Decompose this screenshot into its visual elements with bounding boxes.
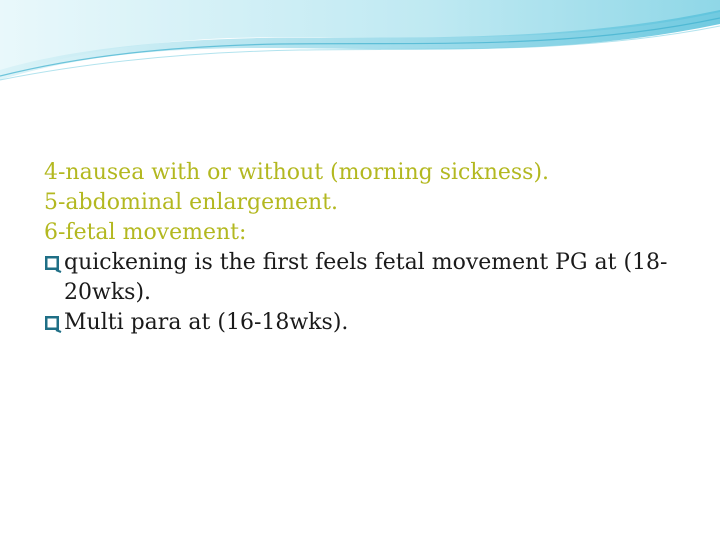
checkbox-bullet-icon [44, 254, 64, 274]
bullet-quickening [44, 248, 684, 308]
header-wave-decoration [0, 0, 720, 90]
bullet-multipara-text: Multi para at (16-18wks). [64, 310, 349, 335]
point-fetal-movement: 6-fetal movement: [44, 220, 247, 245]
bullet-quickening-text: quickening is the first feels fetal movement PG at (18-20wks). [64, 250, 668, 305]
checkbox-bullet-icon [44, 314, 64, 334]
point-abdominal-enlargement: 5-abdominal enlargement. [44, 190, 339, 215]
slide-content [44, 158, 684, 338]
bullet-multipara [44, 308, 684, 338]
point-nausea: 4-nausea with or without (morning sickness). [44, 160, 550, 185]
